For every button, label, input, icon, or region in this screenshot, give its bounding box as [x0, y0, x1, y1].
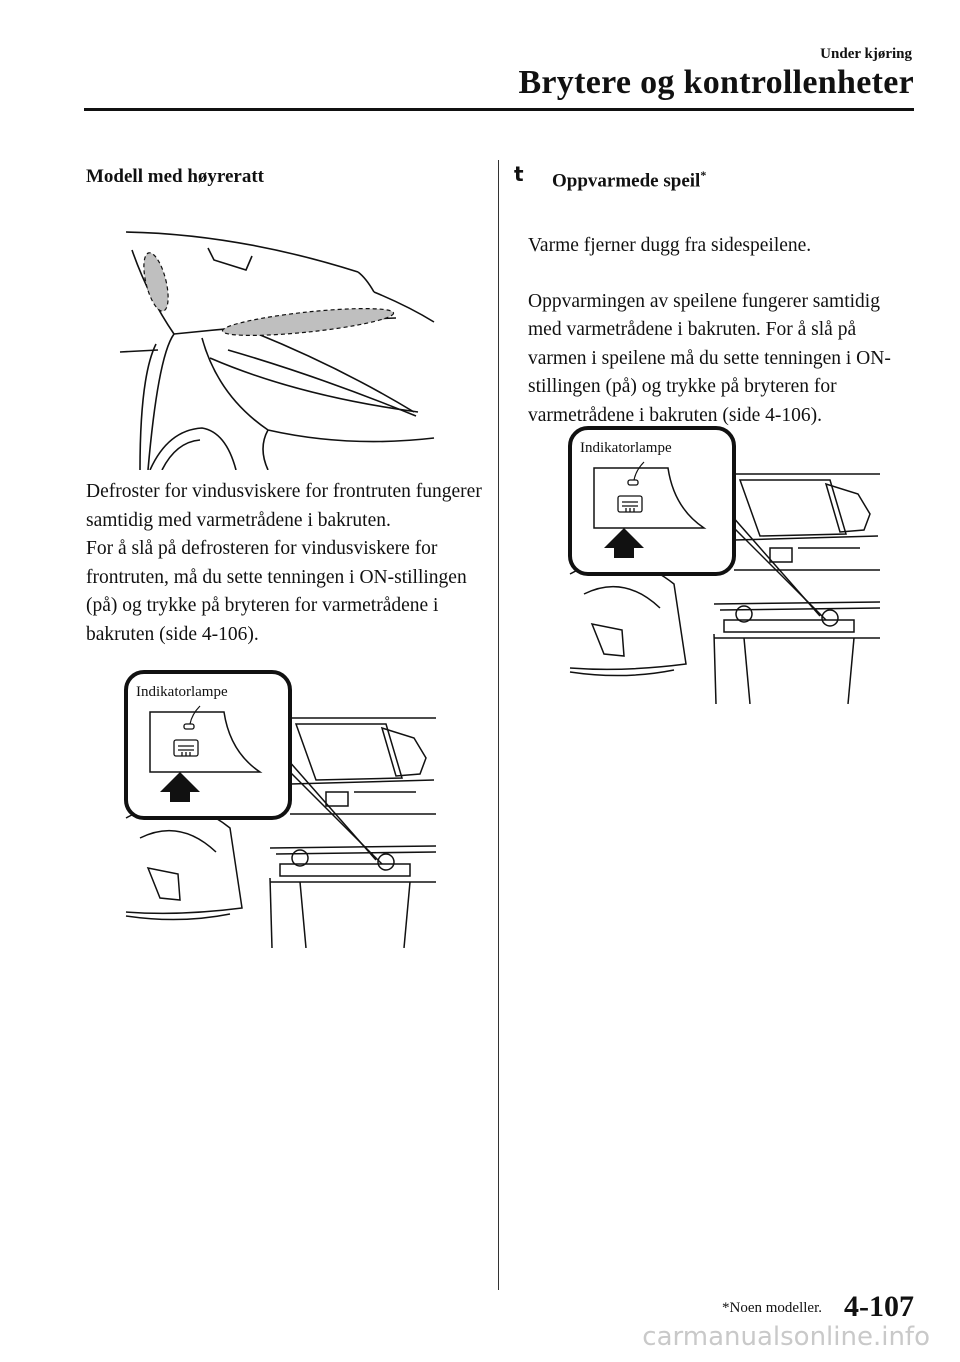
- right-paragraph-2: Oppvarmingen av speilene fungerer samtidig med varmetrådene i bakruten. For å slå på varmen i speilene må du sette tenningen i ON-stillingen (på) og trykke på bryteren for varmetrådene i bakruten (side 4-106).: [528, 290, 891, 426]
- windshield-illustration: [118, 226, 436, 470]
- right-callout-label: Indikatorlampe: [580, 440, 672, 456]
- left-paragraph-2: For å slå på defrosteren for vindusviskere for frontruten, må du sette tenningen i ON-stillingen (på) og trykke på bryteren for varmetrådene i bakruten (side 4-106).: [86, 538, 467, 645]
- header-rule: [84, 108, 914, 111]
- dashboard-illustration-right: [564, 424, 884, 704]
- page-title: Brytere og kontrollenheter: [518, 64, 914, 101]
- watermark: carmanualsonline.info: [642, 1322, 930, 1352]
- right-paragraph-1: Varme fjerner dugg fra sidespeilene.: [528, 235, 812, 256]
- section-marker: t: [514, 162, 524, 186]
- right-heading: [552, 168, 706, 192]
- left-body: [86, 478, 486, 649]
- right-body: [528, 232, 918, 430]
- page-number: 4-107: [844, 1290, 914, 1323]
- left-heading: Modell med høyreratt: [86, 166, 264, 187]
- left-callout-label: Indikatorlampe: [136, 684, 228, 700]
- dashboard-illustration-left: [120, 668, 440, 948]
- footnote: *Noen modeller.: [722, 1300, 822, 1316]
- column-divider: [498, 160, 499, 1290]
- right-heading-text: Oppvarmede speil: [552, 170, 701, 192]
- right-heading-asterisk: *: [700, 168, 707, 182]
- left-paragraph-1: Defroster for vindusviskere for frontruten fungerer samtidig med varmetrådene i bakruten.: [86, 481, 482, 531]
- header-section-label: Under kjøring: [820, 46, 912, 62]
